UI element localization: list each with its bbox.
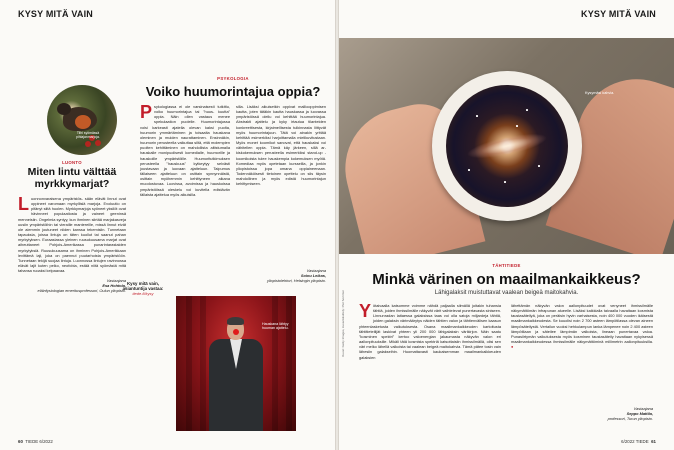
magazine-issue: 6/2022 TIEDE — [621, 439, 649, 444]
article-body-col2: silla. Lisäksi aikuisetkin oppivat malliooppimisen kautta, joten tätäkin kautta hauskassa ja luovassa ympäristössä oleilu voi kehittää huumorintajua. Abstrakti ajattelu ja kyky irtautua tilanteiden konkreettisesta, kirjaimellisesta tulkinnasta liittyvät myös huumorintajuun. Tätä voi ainakin yrittää kehittää esimerkiksi harjoittamalla mielikuvitustaan. Myös monet koomikot sanovat, että hauskaksi voi vähitellen oppia. Tämä käy järkeen, sillä ar- kiskokemuksen perusteella esimerkiksi stand-up -koomikoista tulee hauskempia kokemuksen myötä. Komediaa myös opetetaan kursseilla, ja jonkin yliopistoissa jopa omana oppiaineenaan. Todennäköisesti tietoinen opettelu on siis täysin mahdollinen ja myös edistä huumorintajun kehittymiseen. — [236, 104, 326, 187]
ask-question: Kysy mitä vain, asiantuntija vastaa: — [122, 281, 164, 292]
article-bird — [18, 160, 126, 293]
photo-caption: Kysymäsi kahvia. — [585, 91, 615, 95]
signoff: Vastaajana Seppo Mattila, professori, Turun yliopisto. — [607, 406, 653, 421]
section-tag: KYSY MITÄ VAIN — [581, 9, 656, 19]
article-title: Minkä värinen on maailmankaikkeus? — [372, 271, 641, 288]
cosmic-coffee-photo — [339, 38, 674, 254]
article-body-col1: Yötaivaalla katsomme voimme nähdä paljaalla silmällä joitakin tuhansia tähtiä, joiden ihmissilmälle näkyvät värit vaihtelevat punertavasta siniseen. Linnunradan laitaessa galaksissa taas voi olla satoja miljardeja tähtiä, joiden galaksin värimäärytys näiden tähtien valon ja tähtienvälisen kaasun yhteenlasketusta vaikutuksesta. Osana maailmankaikkeuden kartoitusta tähtitieteilijät laskivat yhteen yli 200 000 lähigalaksin värikirjon. Näin saatu "kosminen spektri" kertoo valoenergian jakaumasta näkyvän valon eri aallonpituuksille. Mikäli tätä kosmista spektriä katsottaisiin ihmissilmällä, olisi sen väri melko lähellä valkoista tai vaalean beigeä maitokahvia. Tämä pätee tosin vain lähesiin galakseihin. Huomattavasti kaukaisemman maailmankaikkeuden galaksien — [359, 301, 501, 360]
article-body-col2: lähettämän näkyvän valon aallonpituudet ovat venyneet ihmissilmälle näkymättömän infrapunan alueelle. Lisäksi kaikkialla taivaalla havaitaan kosmista taustasäteilyä, joka on peräisin hyvin varhaisesta, noin 400 000 vuoden ikäisestä maailmankaikkeudesta. Se kuuolisi noin 2 700 asteen lämpötilassa olevan aineen lämpösäteilystä. Vertailun vuoksi hehkulampun lanka lämpenee noin 2 400 asteen lämpötilaan ja säteilee lämpimän valkoista, lineaan punertavaa valoa. Punasiirtymän vaikutuksesta myös kosminen taustasäteily havaitaan nykyisessä maailmankaikkeudessa ihmissilmälle näkymättöminä millimetrin aallonpituuksilla. ● — [511, 303, 653, 350]
article-kicker: PSYKOLOGIA — [217, 76, 249, 81]
signoff: Vastaajana Esa Hohtola, eläinfysiologian emeritusprofessori, Oulun yliopisto. — [37, 278, 126, 294]
page-number: 60 — [18, 439, 23, 444]
clown-nose-photo — [176, 296, 296, 431]
photo-credit: Kuvat: Getty Images, kuvankäsittely: Piet Sommer — [341, 290, 345, 357]
article-body-col1: Psykologiassa ei ole varsinaisesti tutkittu, voiko huumorintajua tai "huus- kuutta" oppia. Näin ollen vastaus menee spekulaation puolelle. Huumorintajussa voisi karkeasti ajatella olevan kaksi puolta, huumorin ymmärtäminen ja toisaalta hauskana oleminen ja muiden naurattaminen. Ensinnäkin, huumorin perusteella vaikuttaa siltä, että molempien puolten kehittäminen on mahdollista altistumalla hauskalle monipuolisesti komedialle, huumorille ja hauskoille ympäristöille. Huumoritutkimuksen perusteella "hauskuus" kytkeytyy selvästi joustavaan ja luovaan ajatteluun. Taipumus tällaiseen ajatteluun on osittain synnynnäistä, osittain myöhemmin kehittyneen aikana muodostuvaa. Luovissa, avoimissa ja hauskoissa ympäristöissä oleskelu voi kuvitella edistävän tällaista ajattelua myös aikuisilla. — [140, 102, 230, 197]
footer — [621, 439, 656, 444]
article-body: Luonnonvaraisena ympäristös- sään elävät linnut ovat oppineet varomaan myrkyllisiä marjoja. Evoluutio on pitänyt siitä huolen. Myrkkymarjoja syöneet yksilöt ovat hävinneet populaatiosta ja vaineet geeninsä menneisiin. Ongelmia syntyy, kun ihminen siirtää marjakasveja uusiin ympäristöihin tai vieraille mantereille, missä linnut eivät ole aiemmin joutuneet niiden kanssa tekemisiin. Tunnetaan tapauksia, joissa lintuja on täten kuollut tai saanut pahan myrkytyksen. Euraasiassa yleinen ruusukuusama marjat ovat aiheuttaneet Pohjois-Amerikassa punarintarastaiden myrkytyksiä. Ruusukuusama on ihminen Pohjois-Amerikkaan levittämä laji, joka on paennut puutarhoista ympäristöön. Tunnetaan tekijä suojaa lintuja. Luonnossa lintujen ravinnossa elävät lajit kuten pelko, neofobia, estää niitä syömästä mitä tahansa ruoaksi kelpaavaa. — [18, 194, 126, 274]
signoff: Vastaajana Soinu Leikas, yliopistolehtori, Helsingin yliopisto. — [266, 268, 326, 283]
footer — [18, 439, 53, 444]
page-number: 61 — [651, 439, 656, 444]
article-title: Miten lintu välttää myrkkymarjat? — [27, 166, 117, 190]
section-tag: KYSY MITÄ VAIN — [18, 9, 93, 19]
article-kicker: TÄHTITIEDE — [492, 263, 521, 268]
ask-link[interactable]: tiede.fi/kysy — [132, 291, 154, 297]
article-kicker: LUONTO — [62, 160, 82, 165]
magazine-issue: TIEDE 6/2022 — [25, 439, 53, 444]
ask-box — [122, 281, 164, 296]
bird-caption: Tilhi syömässä pihlajanmarjoja. — [76, 131, 100, 139]
dropcap: L — [18, 194, 29, 214]
article-subtitle: Lähigalaksit muistuttavat vaalean beigeä maitokahvia. — [434, 290, 579, 296]
left-page — [0, 0, 335, 450]
dropcap: Y — [359, 301, 372, 321]
man-caption: Hauskana lähtyy huuman ajattelu. — [262, 322, 289, 331]
dropcap: P — [140, 102, 153, 122]
bird-photo — [47, 85, 117, 155]
right-page — [339, 0, 674, 450]
article-title: Voiko huumorintajua oppia? — [145, 84, 321, 99]
